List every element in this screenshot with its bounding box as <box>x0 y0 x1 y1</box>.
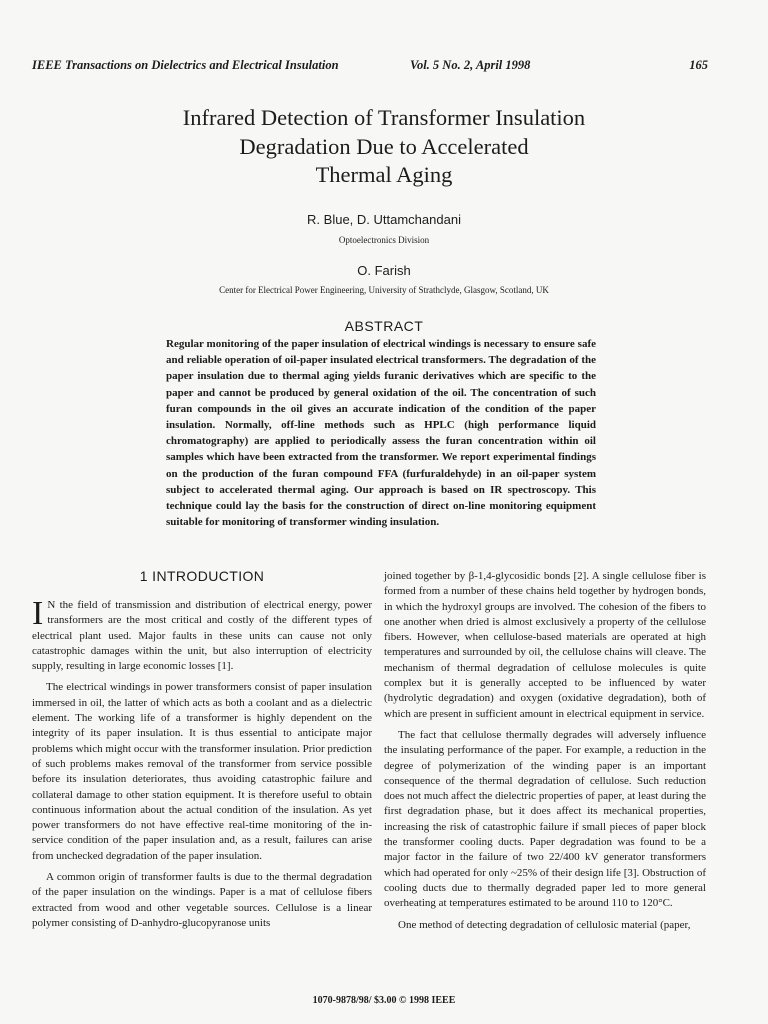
intro-paragraph-2: The electrical windings in power transformers consist of paper insulation immersed in oil, the latter of which acts as both a coolant and as a dielectric element. The working life of a transformer is highly dependent on the integrity of its paper insulation. It is thus essential to anticipate major problems which might occur with the transformer insulation. Prior prediction of such problems makes removal of the transformer from service possible before its insulation deteriorates, thus avoiding catastrophic failure and collateral damage to other station equipment. It is therefore useful to obtain continuous information about the actual condition of the insulation. As yet power transformers do not have effective real-time monitoring of the in-service condition of the paper insulation and, as a result, failures can arise from unchecked degradation of the paper insulation. <box>32 681 372 862</box>
copyright-footer: 1070-9878/98/ $3.00 © 1998 IEEE <box>312 995 456 1006</box>
left-column <box>32 595 372 937</box>
title-line-2: Degradation Due to Accelerated <box>239 133 529 159</box>
drop-cap: I <box>32 595 44 632</box>
authors-group-1: R. Blue, D. Uttamchandani <box>307 212 461 227</box>
authors-group-2: O. Farish <box>357 263 411 278</box>
intro-paragraph-4: joined together by β-1,4-glycosidic bonds [2]. A single cellulose fiber is formed from a number of these chains held together by hydrogen bonds, in which the hydroxyl groups are involved. The cohesion of the fibers to one another when dried is almost exclusively a property of the cellulose fibers. However, when cellulose-based materials are operated at high temperatures and surrounded by oil, the cellulose chains will cleave. The mechanism of thermal degradation of cellulose molecules is quite complex but it is generally accepted to be influenced by water (hydrolytic degradation) and oxygen (oxidative degradation), both of which are present in sufficient amount in electrical equipment in service. <box>384 570 706 720</box>
section-heading-introduction: 1 INTRODUCTION <box>139 568 265 584</box>
abstract-text: Regular monitoring of the paper insulation of electrical windings is necessary to ensure safe and reliable operation of oil-paper insulated electrical transformers. The degradation of the paper insulation due to thermal aging yields furanic derivatives which are specific to the paper and cannot be produced by general oxidation of the oil. The concentration of such furan compounds in the oil gives an accurate indication of the condition of the paper insulation. Normally, off-line methods such as HPLC (high performance liquid chromatography) are applied to periodically assess the furan concentration within oil samples which have been extracted from the transformer. We report experimental findings on the production of the furan compound FFA (furfuraldehyde) in an oil-paper system subject to accelerated thermal aging. Our approach is based on IR spectroscopy. This technique could lay the basis for the construction of direct on-line monitoring equipment suitable for monitoring of transformer winding insulation. <box>166 338 596 529</box>
page-number: 165 <box>689 58 708 72</box>
intro-paragraph-6: One method of detecting degradation of cellulosic material (paper, <box>398 918 691 931</box>
running-header <box>32 58 708 78</box>
intro-paragraph-3: A common origin of transformer faults is due to the thermal degradation of the paper insulation on the windings. Paper is a mat of cellulose fibers extracted from wood and other vegetable sources. Cellulose is a linear polymer consisting of D-anhydro-glucopyranose units <box>32 871 372 929</box>
volume-info: Vol. 5 No. 2, April 1998 <box>410 58 531 72</box>
intro-paragraph-1 <box>32 595 372 674</box>
intro-paragraph-1-text: N the field of transmission and distribution of electrical energy, power transformers are the most critical and costly of the different types of electrical plant used. Major faults in these units can cause not only catastrophic damages within the unit, but also interruption of electricity supply, resulting in large economic losses [1]. <box>32 599 372 673</box>
abstract-heading: ABSTRACT <box>344 318 424 334</box>
right-column <box>384 569 706 939</box>
journal-name: IEEE Transactions on Dielectrics and Electrical Insulation <box>32 58 339 72</box>
title-line-1: Infrared Detection of Transformer Insulation <box>182 105 586 130</box>
affiliation-1: Optoelectronics Division <box>338 235 430 245</box>
title-line-3: Thermal Aging <box>315 162 453 187</box>
affiliation-2: Center for Electrical Power Engineering, University of Strathclyde, Glasgow, Scotland, UK <box>219 285 549 295</box>
intro-paragraph-5: The fact that cellulose thermally degrades will adversely influence the insulating performance of the paper. For example, a reduction in the degree of polymerization of the winding paper is an important consequence of the thermal degradation of cellulose. Such reduction does not much affect the dielectric properties of paper, at least during the first degradation phase, but it does affect its mechanical properties, increasing the risk of catastrophic failure if small pieces of paper block the transformer cooling ducts. Paper degradation was found to be a major factor in the failure of two 22/400 kV generator transformers which had operated for only ~25% of their design life [3]. Obstruction of cooling ducts due to thermally degraded paper led to more general overheating at temperatures estimated to be around 110 to 120°C. <box>384 728 706 910</box>
paper-title <box>0 104 768 190</box>
